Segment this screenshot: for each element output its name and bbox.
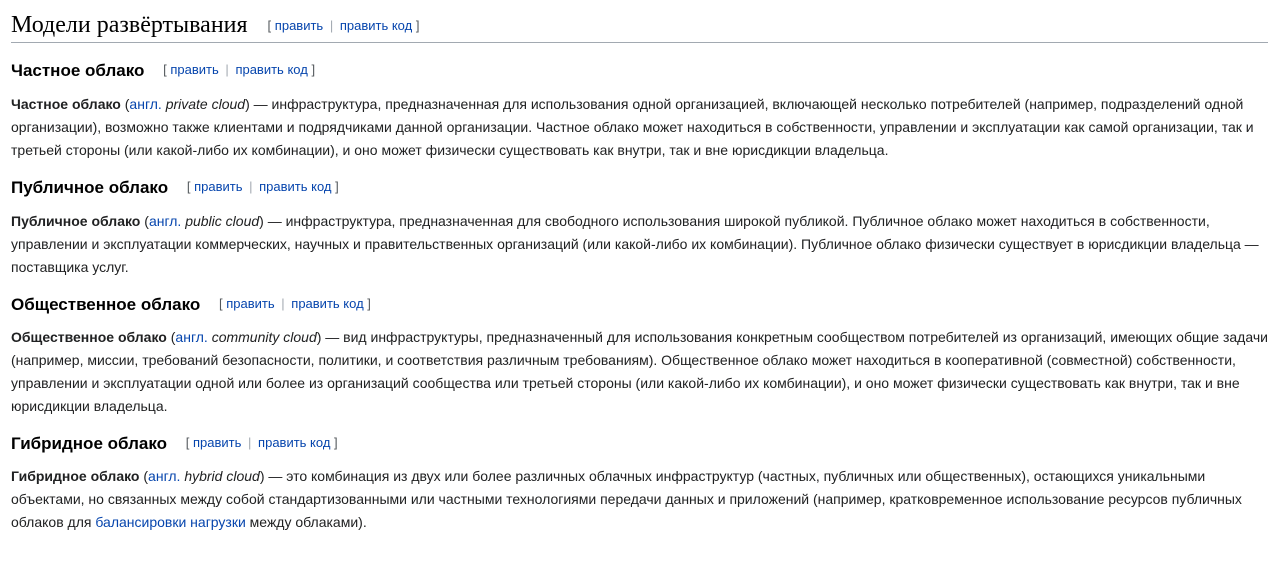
english-term: community cloud bbox=[211, 329, 317, 346]
edit-link[interactable]: править bbox=[226, 295, 275, 311]
edit-code-link[interactable]: править код bbox=[259, 178, 332, 194]
edit-code-link[interactable]: править код bbox=[339, 18, 413, 33]
defined-term: Публичное облако bbox=[11, 212, 141, 229]
english-term: hybrid cloud bbox=[184, 468, 260, 485]
edit-link[interactable]: править bbox=[193, 435, 242, 451]
edit-code-link[interactable]: править код bbox=[235, 62, 308, 77]
language-link[interactable]: англ. bbox=[148, 212, 182, 229]
english-term: public cloud bbox=[185, 212, 260, 229]
edit-section-links: [ править | править код ] bbox=[218, 295, 371, 311]
section-paragraph: Гибридное облако (англ. hybrid cloud) — это комбинация из двух или более различных облачных инфраструктур (частных, публичных или общественных), остающихся уникальными объектами, но связанных между собой стандартизованными или частными технологиями передачи данных и приложений (например, кратковременное использование ресурсов публичных облаков для балансировки нагрузки между облаками). bbox=[11, 468, 1242, 531]
section-paragraph: Публичное облако (англ. public cloud) — инфраструктура, предназначенная для свободного использования широкой публикой. Публичное облако может находиться в собственности, управлении и эксплуатации коммерческих, научных и правительственных организаций (или какой-либо их комбинации). Публичное облако физически существует в юрисдикции владельца — поставщика услуг. bbox=[11, 212, 1259, 275]
edit-section-links: [ править | править код ] bbox=[163, 62, 316, 77]
section-private-cloud bbox=[11, 59, 1268, 162]
defined-term: Общественное облако bbox=[11, 329, 167, 346]
subsection-title: Частное облако bbox=[11, 61, 145, 80]
paragraph-text: ) — вид инфраструктуры, предназначенный для использования конкретным сообществом потребителей из организаций, имеющих общие задачи (например, миссии, требований безопасности, политики, и соответствия различным требованиям). Общественное облако может находиться в кооперативной (совместной) собственности, управлении и эксплуатации одной или более из организаций сообщества или третьей стороны (или какой-либо их комбинации), и оно может физически существовать как внутри, так и вне юрисдикции владельца. bbox=[11, 329, 1268, 415]
subsection-heading bbox=[11, 176, 1268, 200]
edit-link[interactable]: править bbox=[274, 18, 324, 33]
edit-code-link[interactable]: править код bbox=[258, 435, 331, 451]
subsection-heading bbox=[11, 59, 1268, 83]
edit-link[interactable]: править bbox=[194, 178, 243, 194]
defined-term: Гибридное облако bbox=[11, 468, 140, 485]
subsection-heading bbox=[11, 293, 1268, 317]
paragraph-tail: между облаками). bbox=[245, 514, 367, 531]
section-heading-deployment-models bbox=[11, 10, 1268, 43]
subsection-title: Публичное облако bbox=[11, 177, 169, 197]
language-link[interactable]: англ. bbox=[129, 95, 162, 112]
language-link[interactable]: англ. bbox=[148, 468, 181, 485]
section-heading-title: Модели развёртывания bbox=[11, 12, 248, 38]
subsection-title: Гибридное облако bbox=[11, 434, 168, 454]
section-paragraph: Общественное облако (англ. community cloud) — вид инфраструктуры, предназначенный для использования конкретным сообществом потребителей из организаций, имеющих общие задачи (например, миссии, требований безопасности, политики, и соответствия различным требованиям). Общественное облако может находиться в кооперативной (совместной) собственности, управлении и эксплуатации одной или более из организаций сообщества или третьей стороны (или какой-либо их комбинации), и оно может физически существовать как внутри, так и вне юрисдикции владельца. bbox=[11, 329, 1268, 415]
section-public-cloud bbox=[11, 176, 1268, 279]
paragraph-text: ) — инфраструктура, предназначенная для свободного использования широкой публикой. Публичное облако может находиться в собственности, управлении и эксплуатации коммерческих, научных и правительственных организаций (или какой-либо их комбинации). Публичное облако физически существует в юрисдикции владельца — поставщика услуг. bbox=[11, 212, 1259, 275]
section-paragraph: Частное облако (англ. private cloud) — инфраструктура, предназначенная для использования одной организацией, включающей несколько потребителей (например, подразделений одной организации), возможно также клиентами и подрядчиками данной организации. Частное облако может находиться в собственности, управлении и эксплуатации как самой организации, так и третьей стороны (или какой-либо их комбинации), и оно может физически существовать как внутри, так и вне юрисдикции владельца. bbox=[11, 95, 1254, 158]
paragraph-text: ) — инфраструктура, предназначенная для использования одной организацией, включающей несколько потребителей (например, подразделений одной организации), возможно также клиентами и подрядчиками данной организации. Частное облако может находиться в собственности, управлении и эксплуатации как самой организации, так и третьей стороны (или какой-либо их комбинации), и оно может физически существовать как внутри, так и вне юрисдикции владельца. bbox=[11, 95, 1254, 158]
paragraph-text: ) — это комбинация из двух или более различных облачных инфраструктур (частных, публичных или общественных), остающихся уникальными объектами, но связанных между собой стандартизованными или частными технологиями передачи данных и приложений (например, кратковременное использование ресурсов публичных облаков для bbox=[11, 468, 1242, 531]
language-link[interactable]: англ. bbox=[175, 329, 208, 346]
defined-term: Частное облако bbox=[11, 95, 121, 112]
english-term: private cloud bbox=[165, 95, 246, 112]
subsection-title: Общественное облако bbox=[11, 294, 201, 314]
edit-section-links: [ править | править код ] bbox=[267, 18, 420, 33]
edit-code-link[interactable]: править код bbox=[291, 295, 364, 311]
section-hybrid-cloud bbox=[11, 432, 1268, 534]
subsection-heading bbox=[11, 432, 1268, 456]
section-community-cloud bbox=[11, 293, 1268, 419]
load-balancing-link[interactable]: балансировки нагрузки bbox=[95, 514, 246, 531]
edit-link[interactable]: править bbox=[170, 62, 219, 77]
edit-section-links: [ править | править код ] bbox=[185, 435, 338, 451]
edit-section-links: [ править | править код ] bbox=[186, 178, 339, 194]
